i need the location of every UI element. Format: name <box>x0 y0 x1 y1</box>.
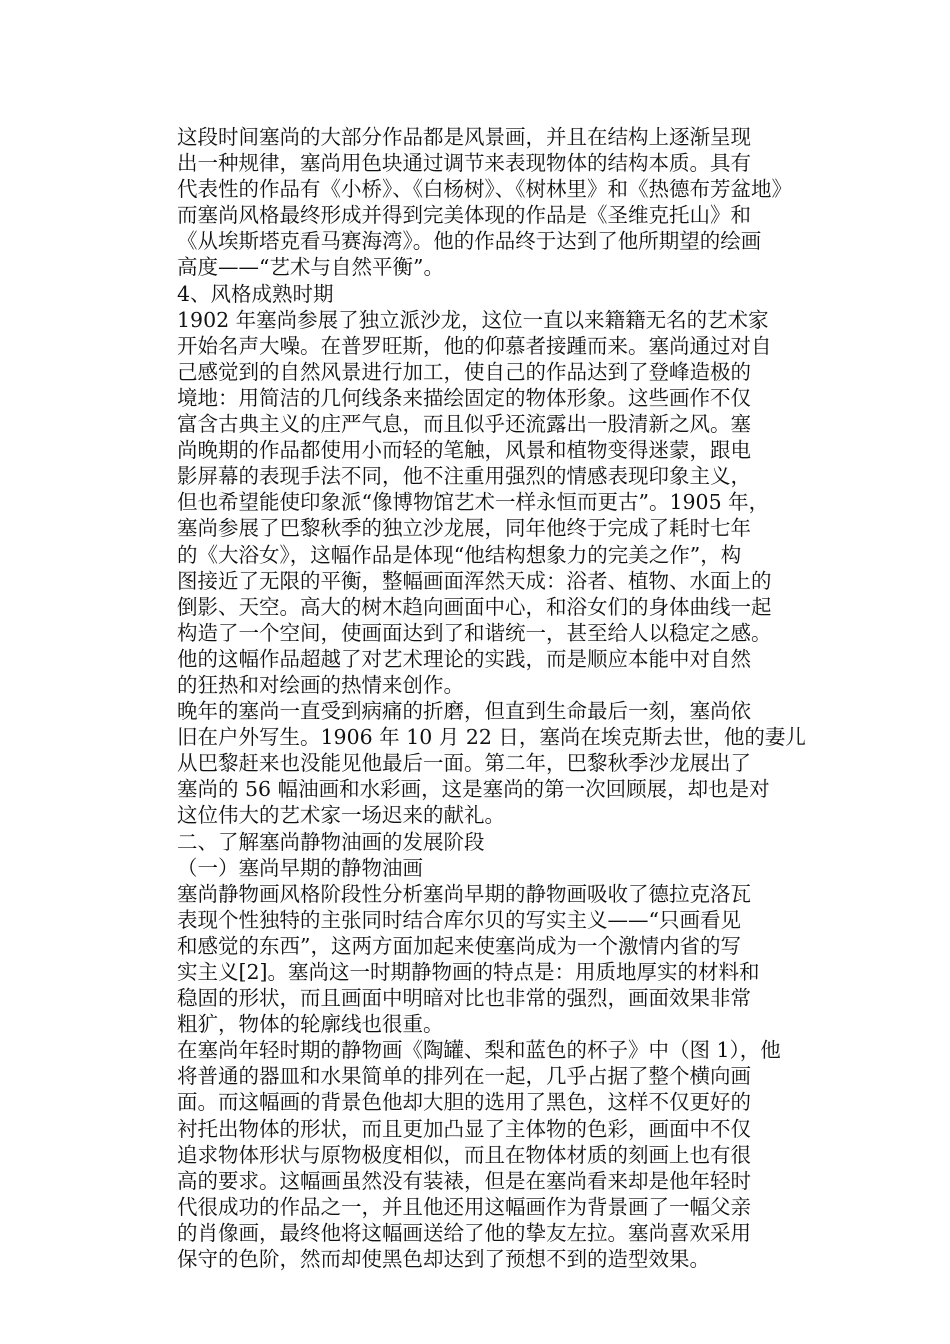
text-line: 开始名声大噪。在普罗旺斯，他的仰慕者接踵而来。塞尚通过对自 <box>177 333 772 358</box>
text-line: 这段时间塞尚的大部分作品都是风景画，并且在结构上逐渐呈现 <box>177 125 751 149</box>
text-line: 这位伟大的艺术家一场迟来的献礼。 <box>177 803 505 828</box>
text-line: 而塞尚风格最终形成并得到完美体现的作品是《圣维克托山》和 <box>177 203 751 228</box>
text-line: 塞尚的 56 幅油画和水彩画，这是塞尚的第一次回顾展，却也是对 <box>177 777 770 802</box>
text-line: 表现个性独特的主张同时结合库尔贝的写实主义——“只画看见 <box>177 907 741 932</box>
text-line: 保守的色阶，然而却使黑色却达到了预想不到的造型效果。 <box>177 1247 710 1272</box>
section-heading <box>177 281 832 307</box>
text-line: 图接近了无限的平衡，整幅画面浑然天成：浴者、植物、水面上的 <box>177 568 772 593</box>
text-line: 倒影、天空。高大的树木趋向画面中心，和浴女们的身体曲线一起 <box>177 594 772 619</box>
text-line: 富含古典主义的庄严气息，而且似乎还流露出一股清新之风。塞 <box>177 412 751 437</box>
body-paragraph <box>177 124 832 281</box>
text-line: 影屏幕的表现手法不同，他不注重用强烈的情感表现印象主义， <box>177 464 751 489</box>
text-line: 代很成功的作品之一，并且他还用这幅画作为背景画了一幅父亲 <box>177 1194 751 1219</box>
text-line: 《从埃斯塔克看马赛海湾》。他的作品终于达到了他所期望的绘画 <box>177 229 762 254</box>
text-line: 衬托出物体的形状，而且更加凸显了主体物的色彩，画面中不仅 <box>177 1116 751 1141</box>
body-paragraph <box>177 881 832 1038</box>
text-line: 高的要求。这幅画虽然没有装裱，但是在塞尚看来却是他年轻时 <box>177 1168 751 1193</box>
text-line: 尚晚期的作品都使用小而轻的笔触，风景和植物变得迷蒙，跟电 <box>177 438 751 463</box>
text-line: （一）塞尚早期的静物油画 <box>177 855 423 880</box>
text-line: 的肖像画，最终他将这幅画送给了他的挚友左拉。塞尚喜欢采用 <box>177 1220 751 1245</box>
text-line: 的狂热和对绘画的热情来创作。 <box>177 672 464 697</box>
text-line: 构造了一个空间，使画面达到了和谐统一，甚至给人以稳定之感。 <box>177 620 772 645</box>
text-line: 他的这幅作品超越了对艺术理论的实践，而是顺应本能中对自然 <box>177 646 751 671</box>
document-page <box>177 124 832 1272</box>
text-line: 的《大浴女》，这幅作品是体现“他结构想象力的完美之作”，构 <box>177 542 742 567</box>
text-line: 境地：用简洁的几何线条来描绘固定的物体形象。这些画作不仅 <box>177 385 751 410</box>
text-line: 己感觉到的自然风景进行加工，使自己的作品达到了登峰造极的 <box>177 359 751 384</box>
text-line: 晚年的塞尚一直受到病痛的折磨，但直到生命最后一刻，塞尚依 <box>177 699 751 724</box>
text-line: 塞尚参展了巴黎秋季的独立沙龙展，同年他终于完成了耗时七年 <box>177 516 751 541</box>
section-heading <box>177 829 832 855</box>
text-line: 二、了解塞尚静物油画的发展阶段 <box>177 829 485 854</box>
section-heading <box>177 855 832 881</box>
text-line: 在塞尚年轻时期的静物画《陶罐、梨和蓝色的杯子》中（图 1），他 <box>177 1038 781 1063</box>
text-line: 面。而这幅画的背景色他却大胆的选用了黑色，这样不仅更好的 <box>177 1090 751 1115</box>
text-line: 从巴黎赶来也没能见他最后一面。第二年，巴黎秋季沙龙展出了 <box>177 751 751 776</box>
text-line: 旧在户外写生。1906 年 10 月 22 日，塞尚在埃克斯去世，他的妻儿 <box>177 725 806 750</box>
text-line: 粗犷，物体的轮廓线也很重。 <box>177 1012 444 1037</box>
text-line: 和感觉的东西”，这两方面加起来使塞尚成为一个激情内省的写 <box>177 933 741 958</box>
text-line: 代表性的作品有《小桥》、《白杨树》、《树林里》和《热德布芳盆地》 <box>177 177 792 202</box>
text-line: 出一种规律，塞尚用色块通过调节来表现物体的结构本质。具有 <box>177 151 751 176</box>
text-line: 将普通的器皿和水果简单的排列在一起，几乎占据了整个横向画 <box>177 1064 751 1089</box>
text-line: 4、风格成熟时期 <box>177 281 334 306</box>
body-paragraph <box>177 307 832 698</box>
text-line: 实主义[2]。塞尚这一时期静物画的特点是：用质地厚实的材料和 <box>177 960 760 984</box>
text-line: 追求物体形状与原物极度相似，而且在物体材质的刻画上也有很 <box>177 1142 751 1167</box>
body-paragraph <box>177 1037 832 1272</box>
text-line: 高度——“艺术与自然平衡”。 <box>177 255 444 280</box>
body-paragraph <box>177 698 832 828</box>
text-line: 但也希望能使印象派“像博物馆艺术一样永恒而更古”。1905 年， <box>177 490 770 515</box>
text-line: 塞尚静物画风格阶段性分析塞尚早期的静物画吸收了德拉克洛瓦 <box>177 881 751 906</box>
text-line: 1902 年塞尚参展了独立派沙龙，这位一直以来籍籍无名的艺术家 <box>177 307 769 332</box>
text-line: 稳固的形状，而且画面中明暗对比也非常的强烈，画面效果非常 <box>177 986 751 1011</box>
